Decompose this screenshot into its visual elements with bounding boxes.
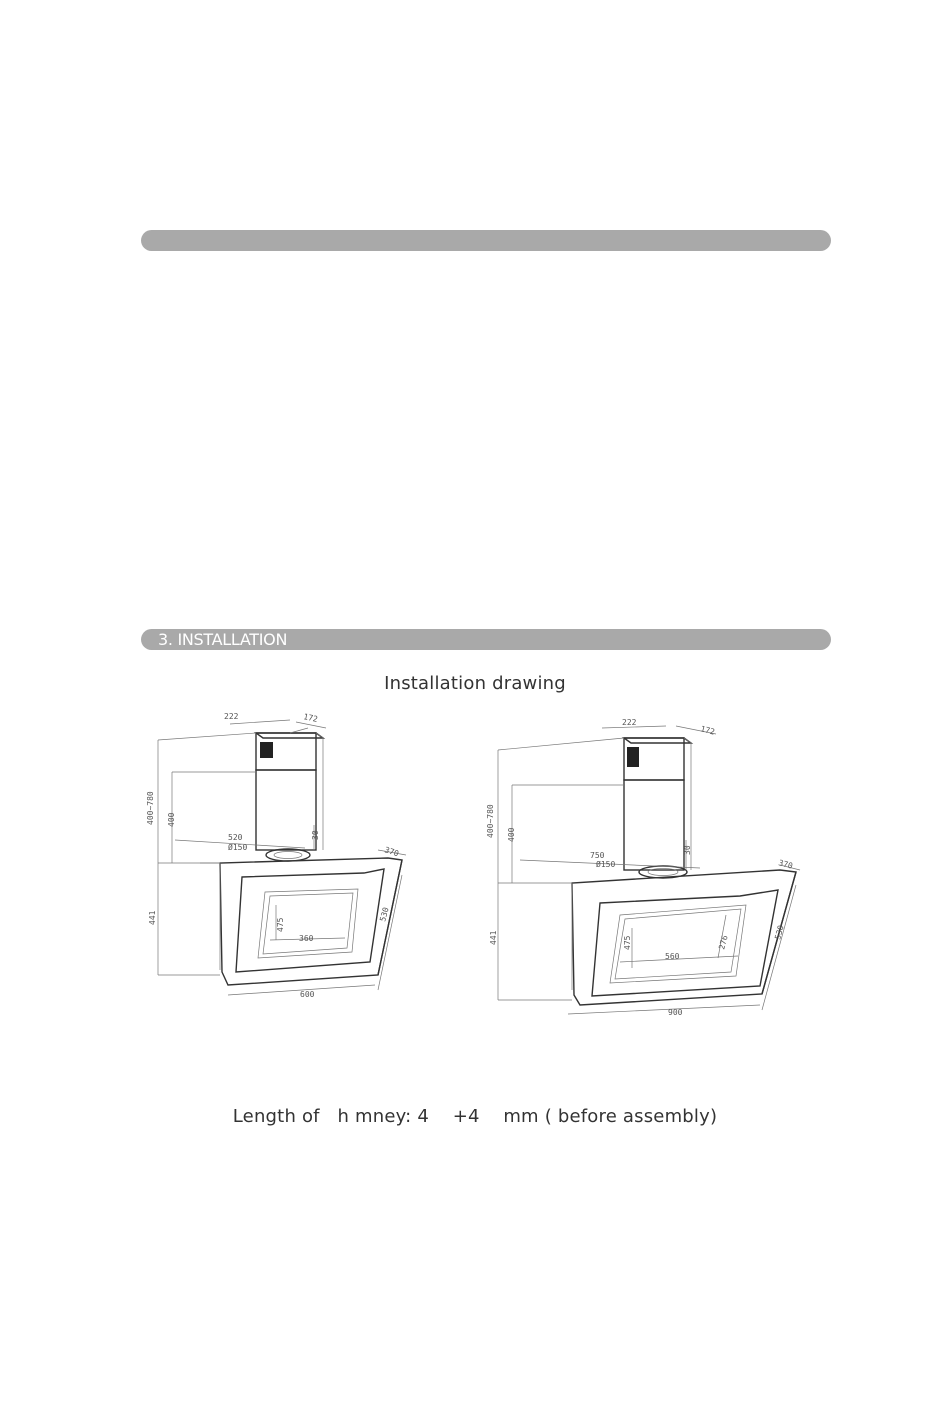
dim-hood-side: 530: [773, 924, 786, 941]
dim-window-width: 360: [299, 934, 314, 943]
dim-duct-height: 30: [683, 845, 692, 855]
section-title: 3. INSTALLATION: [158, 630, 288, 649]
dimension-labels: [146, 712, 400, 999]
installation-drawing-600: [140, 700, 430, 1010]
dim-chimney-min: 400: [167, 812, 176, 827]
dim-chimney-width: 222: [224, 712, 239, 721]
dim-chimney-depth: 172: [699, 724, 716, 737]
dim-window-height: 475: [623, 935, 632, 950]
dim-hood-depth: 370: [777, 858, 794, 871]
dim-hood-height: 441: [489, 930, 498, 945]
duct-collar: [266, 849, 310, 861]
dim-hood-depth: 370: [383, 845, 400, 859]
dim-duct-diameter: Ø150: [228, 843, 248, 852]
dim-hood-width: 900: [668, 1008, 683, 1017]
installation-drawing-900: [480, 700, 820, 1030]
dim-chimney-range: 400~780: [486, 804, 495, 838]
dim-duct-offset: 750: [590, 851, 605, 860]
dim-chimney-depth: 172: [302, 712, 319, 724]
drawing-title: Installation drawing: [384, 673, 566, 694]
top-section-bar: [141, 230, 831, 251]
dim-window-inner: 276: [717, 934, 730, 951]
dim-hood-height: 441: [148, 910, 157, 925]
dim-duct-diameter: Ø150: [596, 860, 616, 869]
dim-chimney-range: 400~780: [146, 791, 155, 825]
dim-window-width: 560: [665, 952, 680, 961]
dim-duct-offset: 520: [228, 833, 243, 842]
hood-body: [200, 858, 402, 985]
dim-duct-height: 30: [311, 830, 320, 840]
dim-hood-side: 530: [378, 906, 391, 923]
chimney-length-note: Length of h mney: 4 +4 mm ( before assembly): [232, 1106, 718, 1127]
dim-chimney-min: 400: [507, 827, 516, 842]
dimension-lines: [158, 720, 406, 995]
dimension-labels: [486, 718, 794, 1017]
hood-body: [572, 870, 796, 1005]
dim-hood-width: 600: [300, 990, 315, 999]
installation-section-bar: [141, 629, 831, 650]
dim-window-height: 475: [276, 917, 285, 932]
dim-chimney-width: 222: [622, 718, 637, 727]
chimney: [624, 738, 691, 870]
